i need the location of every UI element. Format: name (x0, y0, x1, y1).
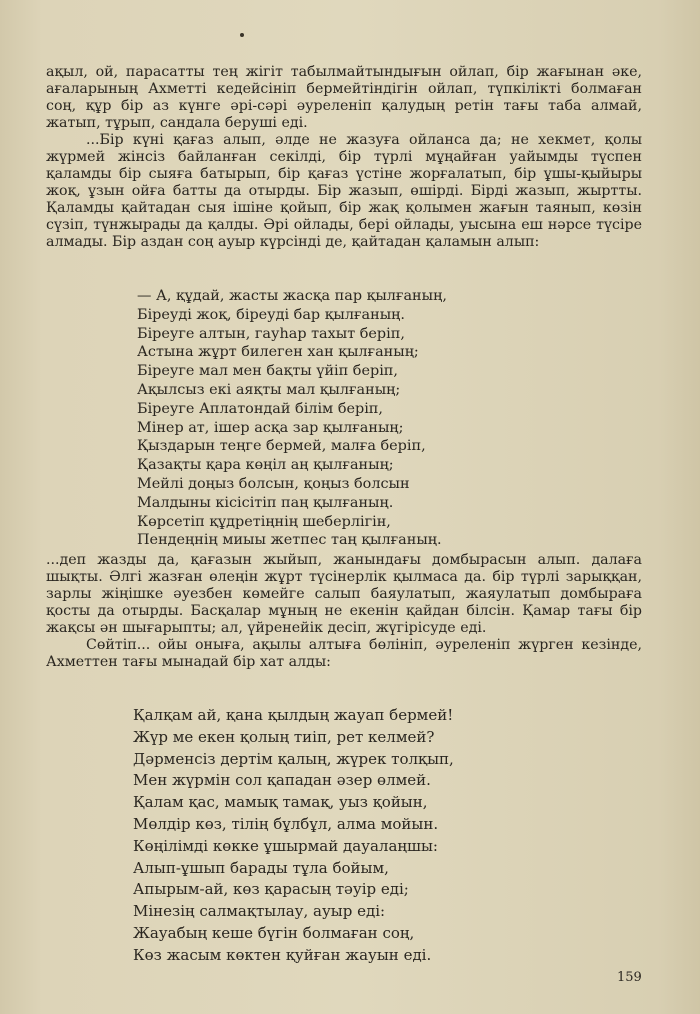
paragraph: ақыл, ой, парасатты тең жігіт табылмайтындығын ойлап, бір жағынан әке, ағаларының Ахметті кедейсініп бермейтіндігін ойлап, түпкілікті болмаған соң, құр бір аз күнге әрі-сәрі әуреленіп қалудың ретін тағы таба алмай, жатып, тұрып, сандала беруші еді. (46, 64, 642, 131)
poem-line: Көз жасым көктен қуйған жауын еді. (133, 945, 432, 964)
poem-line: Пендеңнің миыы жетпес таң қылғаның. (137, 532, 442, 549)
poem-line: Біреуге алтын, гауһар тахыт беріп, (137, 325, 405, 342)
paragraph: Сөйтіп... ойы оныға, ақылы алтыға бөлініп, әуреленіп жүрген кезінде, Ахметтен тағы мынадай бір хат алды: (46, 637, 642, 670)
poem-line: Малдыны кісісітіп паң қылғаның. (137, 494, 394, 511)
page-number: 159 (617, 970, 642, 985)
poem-line: Қалам қас, мамық тамақ, уыз қойын, (133, 793, 428, 812)
poem-line: — А, құдай, жасты жасқа пар қылғаның, (137, 288, 447, 304)
poem-line: Дәрменсіз дертім қалың, жүрек толқып, (133, 749, 454, 768)
poem-line: Жүр ме екен қолың тиіп, рет келмей? (133, 727, 435, 746)
paragraph: ...деп жазды да, қағазын жыйып, жанындағы домбырасын алып. далаға шықты. Әлгі жазған өлеңін жұрт түсінерлік қылмаса да. бір түрлі зарыққан, зарлы жіңішке әуезбен көмейге салып баяулатып, жаяулатып домбыраға қосты да отырды. Басқалар мұның не екенін қайдан білсін. Қамар тағы бір жақсы ән шығарыпты; ал, үйренейік десіп, жүгірісуде еді. (46, 552, 642, 636)
poem-line: Астына жұрт билеген хан қылғаның; (137, 344, 419, 361)
poem-one (137, 287, 447, 550)
poem-line: Алып-ұшып барады тұла бойым, (133, 858, 389, 877)
poem-line: Мөлдір көз, тілің бұлбұл, алма мойын. (133, 814, 439, 833)
poem-line: Біреуге мал мен бақты үйіп беріп, (137, 363, 398, 380)
poem-line: Қазақты қара көңіл аң қылғаның; (137, 457, 394, 474)
poem-line: Жауабың кеше бүгін болмаған соң, (133, 923, 415, 942)
paragraph: ...Бір күні қағаз алып, әлде не жазуға ойланса да; не хекмет, қолы жүрмей жінсіз байланған секілді, бір түрлі мұңайған уайымды түспен қаламды бір сыяға батырып, бір қағаз үстіне жорғалатып, бір ұшы-қыйыры жоқ, ұзын ойға батты да отырды. Бір жазып, өшірді. Бірді жазып, жыртты. Қаламды қайтадан сыя ішіне қойып, бір жақ қолымен жағын таянып, көзін сүзіп, түнжырады да қалды. Әрі ойлады, бері ойлады, уысына еш нәрсе түсіре алмады. Бір аздан соң ауыр күрсінді де, қайтадан қаламын алып: (46, 132, 642, 250)
poem-line: Көңілімді көкке ұшырмай дауалаңшы: (133, 836, 438, 855)
poem-line: Көрсетіп құдретіңнің шеберлігін, (137, 513, 391, 530)
ink-speck (240, 33, 244, 37)
poem-line: Біреуді жоқ, біреуді бар қылғаның. (137, 306, 405, 323)
poem-line: Мейлі доңыз болсын, қоңыз болсын (137, 475, 410, 492)
poem-line: Ақылсыз екі аяқты мал қылғаның; (137, 381, 401, 398)
poem-two (133, 705, 454, 967)
poem-line: Біреуге Аплатондай білім беріп, (137, 400, 383, 417)
top-paragraphs (46, 64, 642, 251)
poem-line: Мінезің салмақтылау, ауыр еді: (133, 902, 386, 921)
poem-line: Қыздарын теңге бермей, малға беріп, (137, 438, 426, 455)
poem-line: Апырым-ай, көз қарасың тәуір еді; (133, 880, 409, 899)
poem-line: Қалқам ай, қана қылдың жауап бермей! (133, 706, 454, 724)
poem-line: Мен жүрмін сол қападан әзер өлмей. (133, 771, 431, 790)
poem-line: Мінер ат, ішер асқа зар қылғаның; (137, 419, 404, 436)
middle-paragraphs (46, 552, 642, 671)
